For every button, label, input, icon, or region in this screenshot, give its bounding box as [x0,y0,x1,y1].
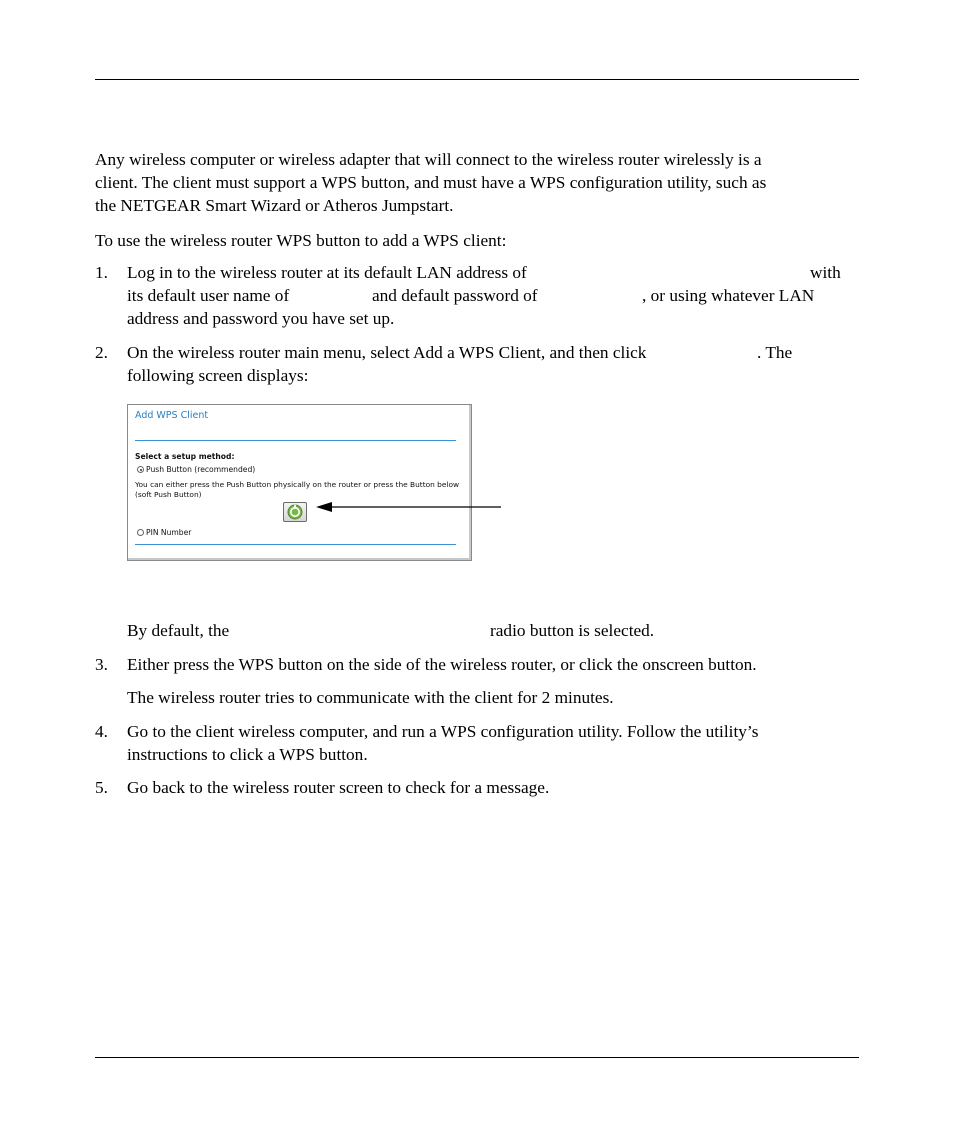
pin-number-option-label: PIN Number [146,528,192,537]
intro-line-1: Any wireless computer or wireless adapter that will connect to the wireless router wirelessly is a [95,150,762,169]
step-1-line-2-part-1: its default user name of [127,286,290,305]
wps-icon [287,504,303,520]
intro-line-3: the NETGEAR Smart Wizard or Atheros Jumpstart. [95,196,454,215]
step-5-number: 5. [95,778,108,797]
step-1-line-1: Log in to the wireless router at its default LAN address of [127,263,527,282]
screenshot-title: Add WPS Client [135,410,209,421]
header-rule [95,79,859,80]
step-2-line-2: following screen displays: [127,366,309,385]
step-5-line-1: Go back to the wireless router screen to check for a message. [127,778,550,797]
intro-line-2: client. The client must support a WPS button, and must have a WPS configuration utility, such as [95,173,767,192]
footer-rule [95,1057,859,1058]
pin-number-radio[interactable] [137,529,144,536]
step-2-number: 2. [95,343,108,362]
push-button-description-line-2: (soft Push Button) [135,490,202,499]
step-1-line-2-part-2: and default password of [372,286,538,305]
screenshot-divider-bottom [135,544,456,545]
step-2-line-1-end: . The [757,343,793,362]
push-button-description [135,480,459,500]
step-2-line-1: On the wireless router main menu, select Add a WPS Client, and then click [127,343,647,362]
communicate-note: The wireless router tries to communicate with the client for 2 minutes. [127,688,614,707]
screenshot-divider-top [135,440,456,441]
step-4-line-2: instructions to click a WPS button. [127,745,368,764]
callout-arrow-icon [316,498,502,516]
steps-lead: To use the wireless router WPS button to add a WPS client: [95,231,507,250]
step-1-number: 1. [95,263,108,282]
step-3-line-1: Either press the WPS button on the side of the wireless router, or click the onscreen button. [127,655,757,674]
pin-number-option[interactable] [137,528,191,537]
step-3-number: 3. [95,655,108,674]
step-4-line-1: Go to the client wireless computer, and run a WPS configuration utility. Follow the utility’s [127,722,759,741]
setup-method-label: Select a setup method: [135,452,235,461]
default-note-prefix: By default, the [127,621,230,640]
push-button-description-line-1: You can either press the Push Button physically on the router or press the Button below [135,480,460,489]
push-button-option[interactable] [137,465,255,474]
step-4-number: 4. [95,722,108,741]
step-1-line-3: address and password you have set up. [127,309,395,328]
step-1-line-2-part-3: , or using whatever LAN [642,286,815,305]
push-button-radio[interactable] [137,466,144,473]
add-wps-client-screenshot [127,404,472,561]
default-note-suffix: radio button is selected. [490,621,655,640]
push-button-option-label: Push Button (recommended) [146,465,256,474]
step-1-line-1-end: with [810,263,841,282]
soft-push-button[interactable] [283,502,307,522]
